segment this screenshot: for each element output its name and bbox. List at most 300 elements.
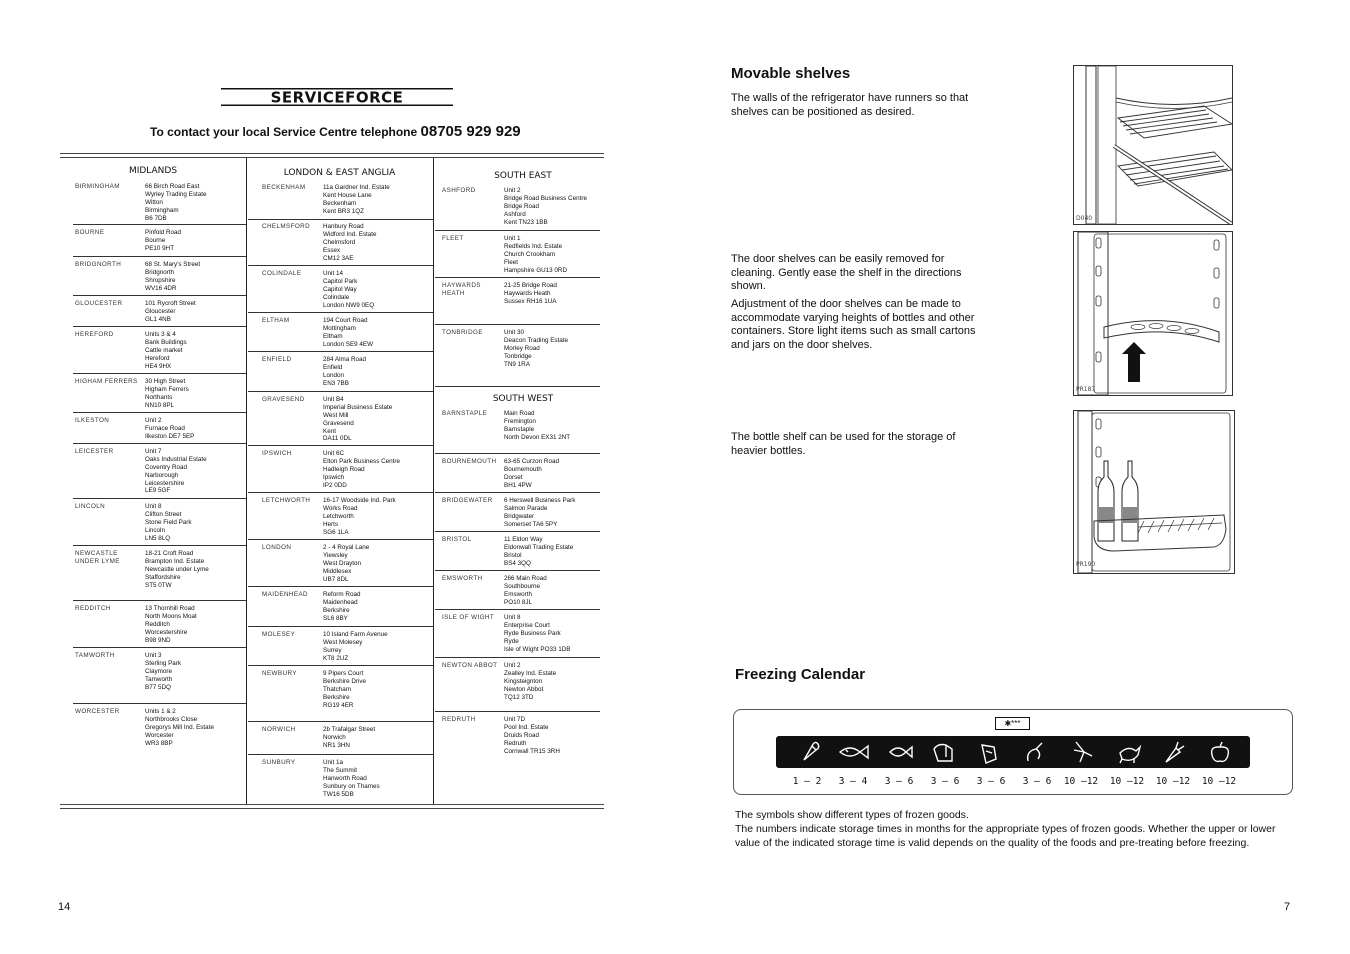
address-line: Bournemouth: [504, 465, 542, 473]
service-centre-town: BRISTOL: [442, 536, 472, 543]
entry-divider: [248, 721, 433, 722]
address-line: Newcastle under Lyme: [145, 565, 209, 573]
address-line: Unit 8: [504, 614, 521, 621]
heading-midlands: MIDLANDS: [128, 166, 178, 176]
address-line: CM12 3AE: [323, 254, 354, 262]
address-line: Yiewsley: [323, 551, 348, 559]
address-line: Stone Field Park: [145, 518, 192, 526]
address-line: Unit 1a: [323, 759, 343, 766]
table-bottom-rule: [60, 804, 604, 805]
address-line: Main Road: [504, 410, 535, 417]
address-line: NR1 3HN: [323, 741, 350, 749]
illustration-bottle-shelf: [1073, 410, 1235, 574]
address-line: Coventry Road: [145, 463, 187, 471]
entry-divider: [435, 453, 600, 454]
service-centre-town: NEWCASTLE UNDER LYME: [75, 550, 120, 565]
address-line: Witton: [145, 198, 163, 206]
entry-divider: [73, 545, 246, 546]
address-line: LN5 8LQ: [145, 534, 171, 542]
service-centre-town: BOURNEMOUTH: [442, 458, 497, 465]
address-line: Cornwall TR15 3RH: [504, 747, 560, 755]
column-divider: [246, 158, 247, 804]
address-line: 9 Pipers Court: [323, 670, 364, 677]
address-line: Redditch: [145, 620, 170, 628]
address-line: Ilkeston DE7 5EP: [145, 432, 195, 440]
service-centre-town: ENFIELD: [262, 356, 292, 363]
address-line: North Devon EX31 2NT: [504, 433, 571, 441]
address-line: Unit 2: [145, 417, 162, 424]
vegetable-icon: [1166, 742, 1184, 762]
service-centre-address: [504, 410, 570, 442]
service-centre-address: [504, 458, 559, 490]
address-line: Berkshire Drive: [323, 677, 367, 685]
service-centre-town: BECKENHAM: [262, 184, 306, 191]
address-line: SL6 8BY: [323, 614, 348, 622]
address-line: 13 Thornhill Road: [145, 605, 195, 612]
address-line: PE10 9HT: [145, 244, 175, 252]
address-line: Hanworth Road: [323, 774, 367, 782]
service-centre-address: [504, 614, 571, 653]
address-line: Sussex RH16 1UA: [504, 297, 557, 305]
address-line: EN3 7BB: [323, 379, 349, 387]
address-line: West Molesey: [323, 638, 363, 646]
cake-icon: [982, 745, 996, 763]
address-line: West Drayton: [323, 559, 362, 567]
section-title-freezing-calendar: Freezing Calendar: [735, 666, 866, 683]
service-centre-address: [323, 497, 396, 536]
address-line: Berkshire: [323, 693, 350, 701]
address-line: Unit 1: [504, 235, 521, 242]
service-centre-address: [323, 223, 377, 262]
service-centre-town: LETCHWORTH: [262, 497, 311, 504]
address-line: Unit 30: [504, 329, 524, 336]
entry-divider: [73, 443, 246, 444]
address-line: Lincoln: [145, 526, 165, 534]
address-line: Ipswich: [323, 473, 344, 481]
icecream-icon: [804, 742, 819, 760]
address-line: KT8 2UZ: [323, 654, 349, 662]
storage-time-label: 10 –12: [1155, 776, 1191, 787]
address-line: RG19 4ER: [323, 701, 354, 709]
storage-time-label: 3 – 4: [838, 776, 868, 787]
address-line: Pool Ind. Estate: [504, 723, 549, 731]
address-line: 194 Court Road: [323, 317, 368, 324]
address-line: Cattle market: [145, 346, 183, 354]
address-line: 68 St. Mary's Street: [145, 261, 201, 268]
address-line: Kent: [323, 427, 336, 435]
entry-divider: [435, 324, 600, 325]
address-line: Mottingham: [323, 324, 356, 332]
calendar-note-numbers: The numbers indicate storage times in months for the appropriate types of frozen goods. Whether the upper or lower: [735, 823, 1276, 835]
address-line: Southbourne: [504, 582, 541, 590]
contact-text: To contact your local Service Centre telephone: [150, 125, 418, 139]
address-line: TW16 5DB: [323, 790, 354, 798]
address-line: 66 Birch Road East: [145, 183, 200, 190]
address-line: West Mill: [323, 411, 349, 419]
address-line: Staffordshire: [145, 573, 181, 581]
storage-time-label: 10 –12: [1201, 776, 1237, 787]
calendar-note-symbols: The symbols show different types of frozen goods.: [735, 809, 969, 821]
heading-south-west: SOUTH WEST: [492, 394, 554, 404]
address-line: 284 Alma Road: [323, 356, 367, 363]
service-centre-address: [504, 497, 575, 529]
address-line: Capitol Way: [323, 285, 357, 293]
address-line: Fleet: [504, 258, 518, 266]
address-line: Brampton Ind. Estate: [145, 557, 205, 565]
service-centre-address: [145, 652, 181, 691]
address-line: London: [323, 371, 345, 379]
service-centre-town: ELTHAM: [262, 317, 290, 324]
service-centre-town: LINCOLN: [75, 503, 106, 510]
address-line: Gloucester: [145, 307, 176, 315]
address-line: Unit 3: [145, 652, 162, 659]
service-centre-town: SUNBURY: [262, 759, 296, 766]
address-line: BS4 3QQ: [504, 559, 531, 567]
address-line: 16-17 Woodside Ind. Park: [323, 497, 396, 504]
address-line: 2b Trafalgar Street: [323, 726, 376, 733]
entry-divider: [73, 600, 246, 601]
paragraph-shelves-runners: The walls of the refrigerator have runners so that shelves can be positioned as desired.: [731, 92, 969, 118]
address-line: Tamworth: [145, 675, 173, 683]
service-centre-town: MOLESEY: [262, 631, 296, 638]
entry-divider: [73, 295, 246, 296]
address-line: Unit 14: [323, 270, 343, 277]
service-centre-address: [145, 448, 207, 495]
service-centre-town: BOURNE: [75, 229, 105, 236]
address-line: TQ12 3TD: [504, 693, 534, 701]
section-title-movable-shelves: Movable shelves: [731, 65, 851, 82]
address-line: Bridge Road: [504, 202, 540, 210]
address-line: LE9 5GF: [145, 487, 171, 495]
service-centre-town: COLINDALE: [262, 270, 302, 277]
service-centre-address: [145, 503, 192, 542]
address-line: Widford Ind. Estate: [323, 230, 377, 238]
address-line: London NW9 0EQ: [323, 301, 375, 309]
calendar-note-quality: value of the indicated storage time is valid depends on the quality of the foods and pre-treating before freezing.: [735, 837, 1250, 849]
address-line: 2 - 4 Royal Lane: [323, 544, 370, 551]
address-line: Church Crookham: [504, 250, 556, 258]
service-centre-address: [145, 331, 187, 370]
address-line: Units 3 & 4: [145, 331, 176, 338]
address-line: PO10 8JL: [504, 598, 533, 606]
address-line: Haywards Heath: [504, 289, 551, 297]
address-line: Beckenham: [323, 199, 357, 207]
address-line: SG6 1LA: [323, 528, 349, 536]
address-line: 11a Gardner Ind. Estate: [323, 184, 390, 191]
service-centre-address: [323, 356, 366, 388]
address-line: Bank Buildings: [145, 338, 187, 346]
address-line: Eltham: [323, 332, 343, 340]
address-line: Capitol Park: [323, 277, 358, 285]
figure-code: PR187: [1076, 386, 1096, 393]
address-line: Higham Ferrers: [145, 385, 189, 393]
service-centre-address: [323, 317, 373, 349]
contact-phone: 08705 929 929: [420, 123, 521, 140]
paragraph-bottle-shelf: The bottle shelf can be used for the storage of heavier bottles.: [731, 431, 956, 457]
entry-divider: [435, 230, 600, 231]
service-centre-town: WORCESTER: [75, 708, 120, 715]
service-centre-town: LONDON: [262, 544, 292, 551]
address-line: B98 9ND: [145, 636, 171, 644]
address-line: Bridge Road Business Centre: [504, 194, 587, 202]
service-centre-town: MAIDENHEAD: [262, 591, 308, 598]
serviceforce-logo: [221, 88, 453, 106]
service-centre-town: GRAVESEND: [262, 396, 305, 403]
address-line: Berkshire: [323, 606, 350, 614]
column-divider: [433, 158, 434, 804]
address-line: Ashford: [504, 210, 526, 218]
illustration-door-shelf: [1073, 231, 1233, 396]
service-centre-address: [145, 183, 207, 222]
address-line: Bridgnorth: [145, 268, 175, 276]
address-line: DA11 0DL: [323, 435, 352, 443]
address-line: Surrey: [323, 646, 342, 654]
entry-divider: [435, 386, 600, 387]
address-line: HE4 9HX: [145, 362, 172, 370]
address-line: London SE9 4EW: [323, 340, 374, 348]
service-centre-address: [323, 184, 390, 216]
address-line: Worcestershire: [145, 628, 188, 636]
address-line: Norwich: [323, 733, 346, 741]
address-line: Elton Park Business Centre: [323, 457, 400, 465]
service-centre-address: [145, 550, 209, 589]
entry-divider: [73, 256, 246, 257]
entry-divider: [435, 277, 600, 278]
illustration-shelves: [1073, 65, 1233, 225]
address-line: Salmon Parade: [504, 504, 548, 512]
address-line: Enterprise Court: [504, 621, 550, 629]
entry-divider: [248, 391, 433, 392]
address-line: 266 Main Road: [504, 575, 547, 582]
address-line: Maidenhead: [323, 598, 358, 606]
service-centre-town: HEREFORD: [75, 331, 114, 338]
service-centre-town: HIGHAM FERRERS: [75, 378, 138, 385]
address-line: Unit 7D: [504, 716, 525, 723]
address-line: B77 5DQ: [145, 683, 171, 691]
address-line: Middlesex: [323, 567, 352, 575]
poultry-icon: [1028, 743, 1042, 761]
address-line: Birmingham: [145, 206, 179, 214]
address-line: Kent BR3 1QZ: [323, 207, 364, 215]
address-line: Dorset: [504, 473, 523, 481]
address-line: Wyrley Trading Estate: [145, 190, 207, 198]
service-centre-town: BRIDGEWATER: [442, 497, 493, 504]
entry-divider: [435, 657, 600, 658]
entry-divider: [248, 219, 433, 220]
address-line: Hereford: [145, 354, 170, 362]
service-centre-town: REDDITCH: [75, 605, 111, 612]
heading-south-east: SOUTH EAST: [494, 171, 552, 181]
address-line: 10 Island Farm Avenue: [323, 631, 388, 638]
service-centre-town: HAYWARDS HEATH: [442, 282, 481, 297]
address-line: Deacon Trading Estate: [504, 336, 569, 344]
service-centre-town: FLEET: [442, 235, 464, 242]
address-line: 63-65 Curzon Road: [504, 458, 559, 465]
fish-icon: [840, 746, 868, 758]
address-line: Works Road: [323, 504, 358, 512]
address-line: Bourne: [145, 236, 166, 244]
entry-divider: [435, 492, 600, 493]
address-line: Leicestershire: [145, 479, 185, 487]
table-bottom-rule-2: [60, 808, 604, 809]
address-line: Unit 6C: [323, 450, 344, 457]
address-line: Ryde: [504, 637, 519, 645]
service-centre-address: [504, 575, 547, 607]
address-line: Letchworth: [323, 512, 354, 520]
address-line: 11 Eldon Way: [504, 536, 543, 543]
address-line: Kent House Lane: [323, 191, 372, 199]
address-line: Essex: [323, 246, 341, 254]
entry-divider: [73, 498, 246, 499]
address-line: Worcester: [145, 731, 174, 739]
entry-divider: [248, 265, 433, 266]
service-centre-town: NORWICH: [262, 726, 296, 733]
address-line: Reform Road: [323, 591, 361, 598]
service-centre-town: EMSWORTH: [442, 575, 483, 582]
address-line: Northbrooks Close: [145, 715, 198, 723]
service-centre-address: [323, 631, 388, 663]
address-line: Northants: [145, 393, 173, 401]
address-line: Redruth: [504, 739, 527, 747]
entry-divider: [248, 626, 433, 627]
address-line: UB7 8DL: [323, 575, 349, 583]
service-centre-address: [323, 670, 366, 709]
address-line: IP2 0DD: [323, 481, 347, 489]
address-line: Clifton Street: [145, 510, 182, 518]
service-centre-address: [504, 536, 573, 568]
service-centre-address: [504, 329, 568, 368]
service-centre-address: [145, 229, 181, 253]
address-line: Chelmsford: [323, 238, 356, 246]
address-line: Isle of Wight PO33 1DB: [504, 645, 571, 653]
service-centre-address: [323, 759, 380, 798]
service-centre-town: TONBRIDGE: [442, 329, 483, 336]
address-line: Hadleigh Road: [323, 465, 365, 473]
address-line: Bridgwater: [504, 512, 535, 520]
table-top-rule: [60, 153, 604, 154]
service-centre-town: GLOUCESTER: [75, 300, 123, 307]
storage-time-label: 10 –12: [1063, 776, 1099, 787]
address-line: Furnace Road: [145, 424, 185, 432]
address-line: Fremington: [504, 417, 536, 425]
page-number-right: 7: [1284, 901, 1291, 913]
entry-divider: [248, 665, 433, 666]
entry-divider: [248, 586, 433, 587]
address-line: Units 1 & 2: [145, 708, 176, 715]
address-line: 30 High Street: [145, 378, 186, 385]
service-centre-address: [145, 378, 189, 410]
service-centre-town: ISLE OF WIGHT: [442, 614, 495, 621]
entry-divider: [248, 754, 433, 755]
address-line: Newton Abbot: [504, 685, 544, 693]
service-centre-address: [145, 261, 200, 293]
entry-divider: [248, 445, 433, 446]
address-line: Bristol: [504, 551, 522, 559]
address-line: Herts: [323, 520, 339, 528]
address-line: Thatcham: [323, 685, 351, 693]
address-line: Redfields Ind. Estate: [504, 242, 563, 250]
storage-time-label: 3 – 6: [1022, 776, 1052, 787]
storage-time-label: 3 – 6: [884, 776, 914, 787]
address-line: B6 7DB: [145, 214, 167, 222]
address-line: Unit 2: [504, 187, 521, 194]
service-centre-town: ASHFORD: [442, 187, 476, 194]
service-centre-address: [145, 708, 214, 747]
service-centre-address: [145, 300, 196, 324]
address-line: Oaks Industrial Estate: [145, 455, 207, 463]
service-centre-address: [323, 591, 360, 623]
figure-code: PR190: [1076, 561, 1096, 568]
address-line: Eldonwall Trading Estate: [504, 543, 574, 551]
address-line: Gravesend: [323, 419, 354, 427]
service-centre-address: [323, 726, 375, 750]
entry-divider: [435, 531, 600, 532]
heading-london-east-anglia: LONDON & EAST ANGLIA: [283, 168, 396, 178]
address-line: Somerset TA6 5PY: [504, 520, 558, 528]
service-centre-town: TAMWORTH: [75, 652, 115, 659]
storage-time-label: 10 –12: [1109, 776, 1145, 787]
address-line: Barnstaple: [504, 425, 535, 433]
service-centre-address: [504, 187, 587, 226]
service-centre-address: [323, 544, 369, 583]
address-line: Claymore: [145, 667, 172, 675]
address-line: Hanbury Road: [323, 223, 364, 230]
table-top-rule-2: [60, 157, 604, 158]
pig-icon: [1120, 747, 1140, 763]
address-line: 101 Rycroft Street: [145, 300, 196, 307]
fruit-icon: [1212, 742, 1229, 761]
address-line: Sterling Park: [145, 659, 182, 667]
address-line: Pinfold Road: [145, 229, 182, 236]
address-line: Kent TN23 1BB: [504, 218, 548, 226]
entry-divider: [73, 412, 246, 413]
address-line: GL1 4NB: [145, 315, 171, 323]
service-centre-town: NEWBURY: [262, 670, 297, 677]
address-line: ST5 0TW: [145, 581, 172, 589]
address-line: WR3 8BP: [145, 739, 173, 747]
address-line: NN10 8PL: [145, 401, 175, 409]
service-centre-address: [323, 270, 374, 309]
address-line: North Moons Moat: [145, 612, 197, 620]
paragraph-door-shelves: The door shelves can be easily removed for cleaning. Gently ease the shelf in the directions shown.: [731, 253, 962, 292]
address-line: 18-21 Croft Road: [145, 550, 194, 557]
service-centre-town: BIRMINGHAM: [75, 183, 120, 190]
address-line: Narborough: [145, 471, 179, 479]
entry-divider: [435, 570, 600, 571]
entry-divider: [248, 351, 433, 352]
service-centre-town: NEWTON ABBOT: [442, 662, 498, 669]
bread-icon: [934, 745, 952, 762]
frozen-goods-symbol-band: [776, 736, 1250, 768]
paragraph-door-adjustment: Adjustment of the door shelves can be made to accommodate varying heights of bottles and other containers. Store light items such as small cartons and jars on the door shelves.: [731, 298, 976, 351]
service-centre-address: [504, 662, 556, 701]
entry-divider: [435, 711, 600, 712]
service-centre-address: [504, 716, 560, 755]
address-line: TN9 1RA: [504, 360, 530, 368]
storage-time-label: 3 – 6: [930, 776, 960, 787]
address-line: Unit B4: [323, 396, 344, 403]
address-line: Zealley Ind. Estate: [504, 669, 557, 677]
address-line: Sunbury on Thames: [323, 782, 380, 790]
service-centre-town: CHELMSFORD: [262, 223, 311, 230]
entry-divider: [73, 224, 246, 225]
service-centre-address: [145, 417, 194, 441]
storage-time-label: 1 – 2: [792, 776, 822, 787]
service-centre-town: BRIDGNORTH: [75, 261, 122, 268]
figure-code: D040: [1076, 215, 1093, 222]
entry-divider: [73, 326, 246, 327]
address-line: Druids Road: [504, 731, 539, 739]
